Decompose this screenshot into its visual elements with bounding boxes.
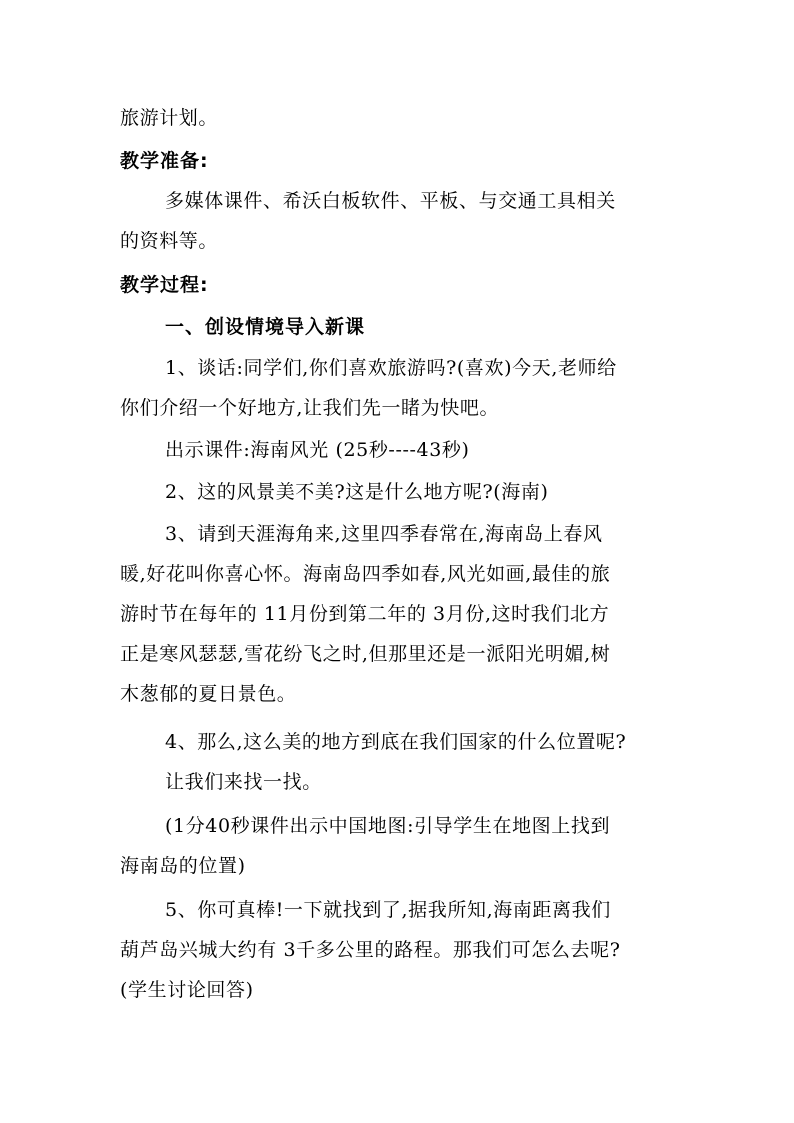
paragraph-show-map bbox=[120, 806, 680, 886]
text-line: 教学过程: bbox=[120, 274, 209, 296]
heading-teaching-preparation bbox=[120, 141, 680, 181]
text-line: 游时节在每年的 11月份到第二年的 3月份,这时我们北方 bbox=[120, 603, 610, 625]
paragraph-step-2 bbox=[120, 472, 680, 512]
paragraph-show-courseware bbox=[120, 430, 680, 470]
text-line: 让我们来找一找。 bbox=[165, 771, 322, 793]
paragraph-preparation-materials bbox=[120, 181, 680, 261]
text-line: 1、谈话:同学们,你们喜欢旅游吗?(喜欢)今天,老师给 bbox=[165, 357, 617, 379]
text-line: 你们介绍一个好地方,让我们先一睹为快吧。 bbox=[120, 397, 500, 419]
heading-teaching-process bbox=[120, 265, 680, 305]
text-line: 教学准备: bbox=[120, 150, 209, 172]
text-line: 4、那么,这么美的地方到底在我们国家的什么位置呢? bbox=[165, 731, 627, 753]
text-line: 的资料等。 bbox=[120, 230, 219, 252]
text-line: 正是寒风瑟瑟,雪花纷飞之时,但那里还是一派阳光明媚,树 bbox=[120, 643, 611, 665]
text-line: 海南岛的位置) bbox=[120, 855, 246, 877]
text-line: 多媒体课件、希沃白板软件、平板、与交通工具相关 bbox=[165, 190, 616, 212]
text-line: 出示课件:海南风光 (25秒----43秒) bbox=[165, 439, 470, 461]
text-line: 葫芦岛兴城大约有 3千多公里的路程。那我们可怎么去呢? bbox=[120, 939, 621, 961]
text-line: 2、这的风景美不美?这是什么地方呢?(海南) bbox=[165, 481, 549, 503]
paragraph-step-4 bbox=[120, 722, 680, 802]
text-line: 暖,好花叫你喜心怀。海南岛四季如春,风光如画,最佳的旅 bbox=[120, 563, 611, 585]
paragraph-step-1 bbox=[120, 348, 680, 428]
text-line: 木葱郁的夏日景色。 bbox=[120, 683, 297, 705]
text-line: 3、请到天涯海角来,这里四季春常在,海南岛上春风 bbox=[165, 523, 603, 545]
text-line: (1分40秒课件出示中国地图:引导学生在地图上找到 bbox=[165, 815, 611, 837]
paragraph-travel-plan bbox=[120, 98, 680, 138]
text-line: 一、创设情境导入新课 bbox=[165, 316, 366, 338]
text-line: 5、你可真棒!一下就找到了,据我所知,海南距离我们 bbox=[165, 899, 611, 921]
text-line: 旅游计划。 bbox=[120, 107, 219, 129]
paragraph-step-5 bbox=[120, 890, 680, 1010]
paragraph-step-3 bbox=[120, 514, 680, 714]
subheading-create-situation bbox=[120, 307, 680, 347]
text-line: (学生讨论回答) bbox=[120, 979, 254, 1001]
